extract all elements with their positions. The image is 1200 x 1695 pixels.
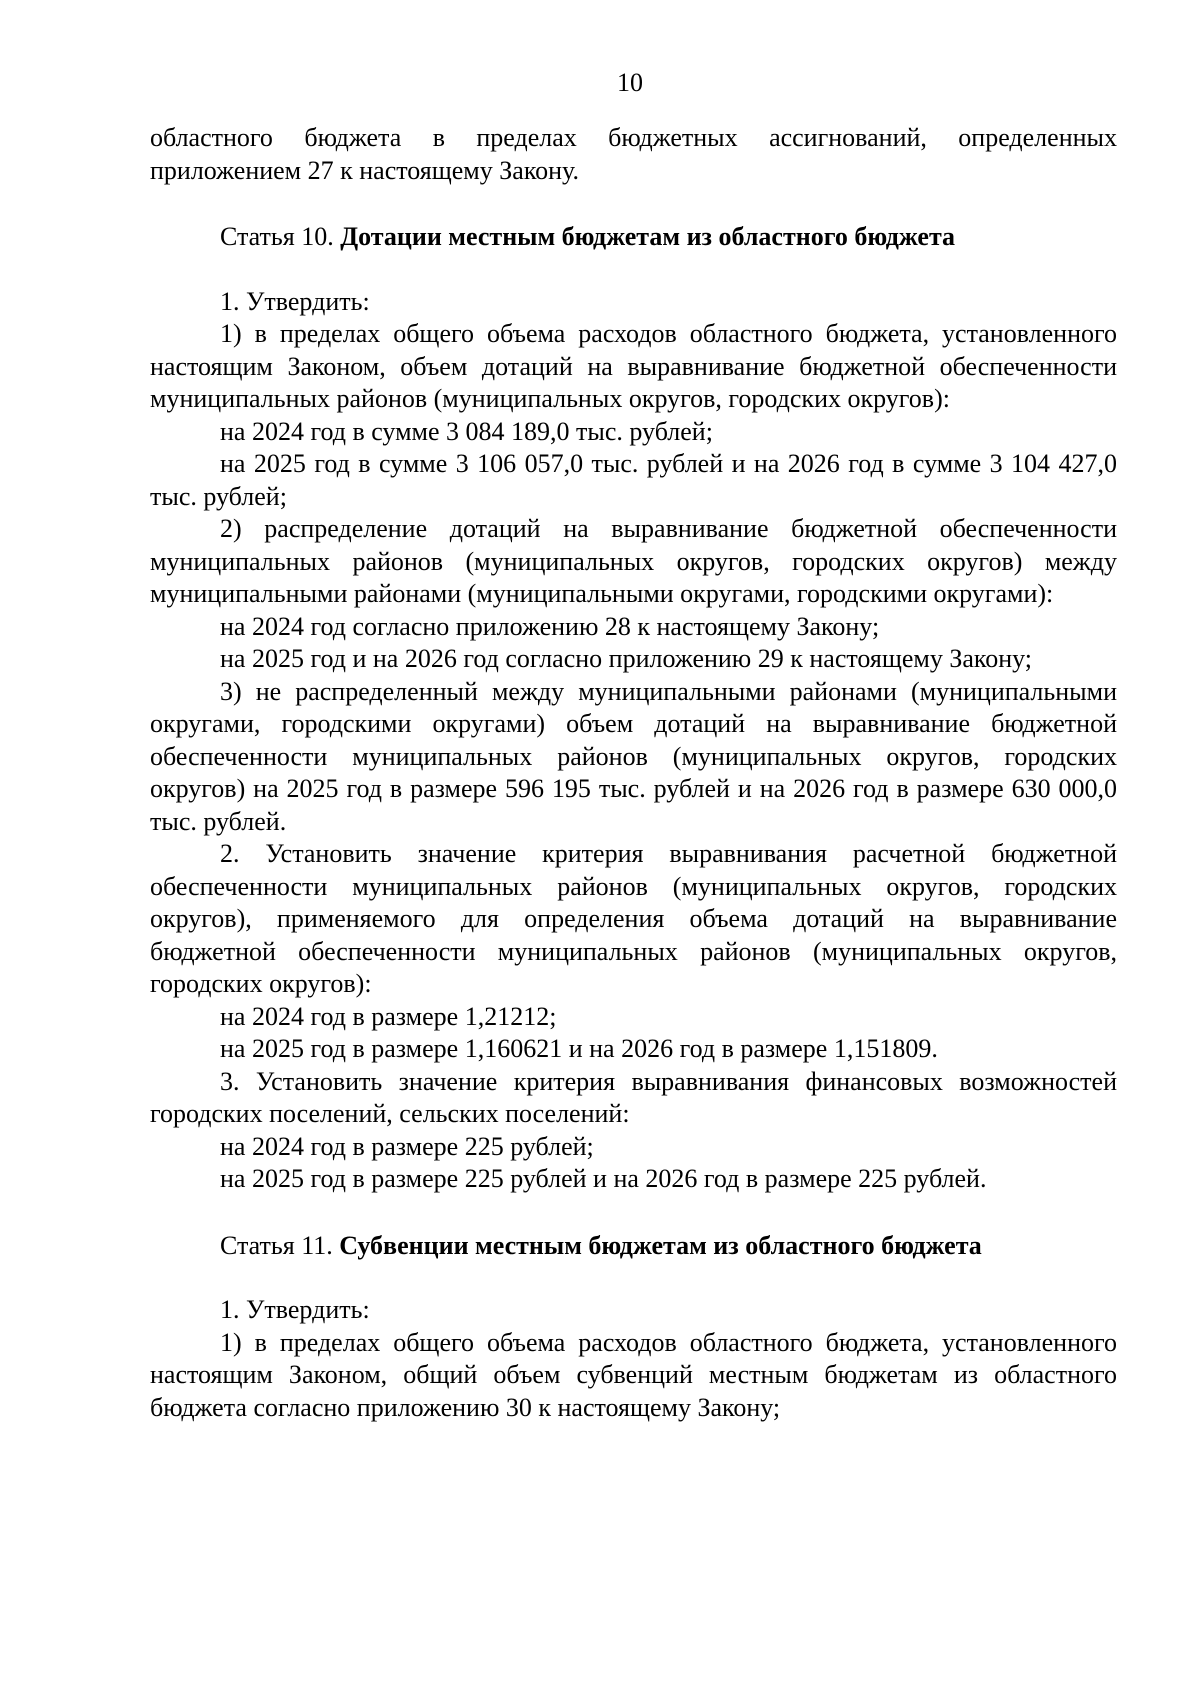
article-10-title: Дотации местным бюджетам из областного бюджета <box>340 222 956 251</box>
article-10-clause-2-year-2024: на 2024 год в размере 1,21212; <box>220 1001 557 1031</box>
article-11-clause-1-item-1: 1) в пределах общего объема расходов областного бюджета, установленного настоящим Законом, общий объем субвенций местным бюджетам из областного бюджета согласно приложению 30 к настоящему Закону; <box>150 1327 1117 1422</box>
article-10-prefix: Статья 10. <box>220 222 341 251</box>
article-10-clause-3: 3. Установить значение критерия выравнивания финансовых возможностей городских поселений, сельских поселений: <box>150 1066 1117 1128</box>
article-10-clause-3-year-2024: на 2024 год в размере 225 рублей; <box>220 1131 594 1161</box>
article-10-clause-1-item-2: 2) распределение дотаций на выравнивание бюджетной обеспеченности муниципальных районов (муниципальных округов, городских округов) между муниципальными районами (муниципальными округами, городскими округами): <box>150 514 1117 608</box>
article-11-heading <box>150 1230 1117 1263</box>
article-11-clause-1: 1. Утвердить: <box>220 1295 370 1324</box>
article-11-prefix: Статья 11. <box>220 1230 340 1260</box>
article-10-clause-1-item-3: 3) не распределенный между муниципальными районами (муниципальными округами, городскими округами) объем дотаций на выравнивание бюджетной обеспеченности муниципальных районов (муниципальных округов, городских округов) на 2025 год в размере 596 195 тыс. рублей и на 2026 год в размере 630 000,0 тыс. рублей. <box>150 676 1117 836</box>
article-10-clause-2: 2. Установить значение критерия выравнивания расчетной бюджетной обеспеченности муниципальных районов (муниципальных округов, городских округов), применяемого для определения объема дотаций на выравнивание бюджетной обеспеченности муниципальных районов (муниципальных округов, городских округов): <box>150 839 1117 998</box>
article-10-clause-1-item-2-year-2024: на 2024 год согласно приложению 28 к настоящему Закону; <box>220 611 880 641</box>
article-10-clause-1-item-2-years-2025-2026: на 2025 год и на 2026 год согласно приложению 29 к настоящему Закону; <box>220 644 1033 673</box>
article-10-clause-1-item-1-year-2024: на 2024 год в сумме 3 084 189,0 тыс. рублей; <box>220 416 713 446</box>
article-10-clause-1-item-1: 1) в пределах общего объема расходов областного бюджета, установленного настоящим Законом, объем дотаций на выравнивание бюджетной обеспеченности муниципальных районов (муниципальных округов, городских округов): <box>150 319 1117 413</box>
article-11-title: Субвенции местным бюджетам из областного бюджета <box>339 1230 982 1260</box>
paragraph-continuation: областного бюджета в пределах бюджетных ассигнований, определенных приложением 27 к настоящему Закону. <box>150 123 1117 185</box>
page-number: 10 <box>617 68 643 97</box>
document-body <box>150 122 1117 1424</box>
article-10-heading <box>150 221 1117 254</box>
article-10-clause-1-item-1-years-2025-2026: на 2025 год в сумме 3 106 057,0 тыс. рублей и на 2026 год в сумме 3 104 427,0 тыс. рублей; <box>150 449 1117 511</box>
article-10-clause-3-years-2025-2026: на 2025 год в размере 225 рублей и на 2026 год в размере 225 рублей. <box>220 1164 987 1193</box>
article-10-clause-1: 1. Утвердить: <box>220 286 370 316</box>
article-10-clause-2-years-2025-2026: на 2025 год в размере 1,160621 и на 2026 год в размере 1,151809. <box>220 1034 938 1063</box>
